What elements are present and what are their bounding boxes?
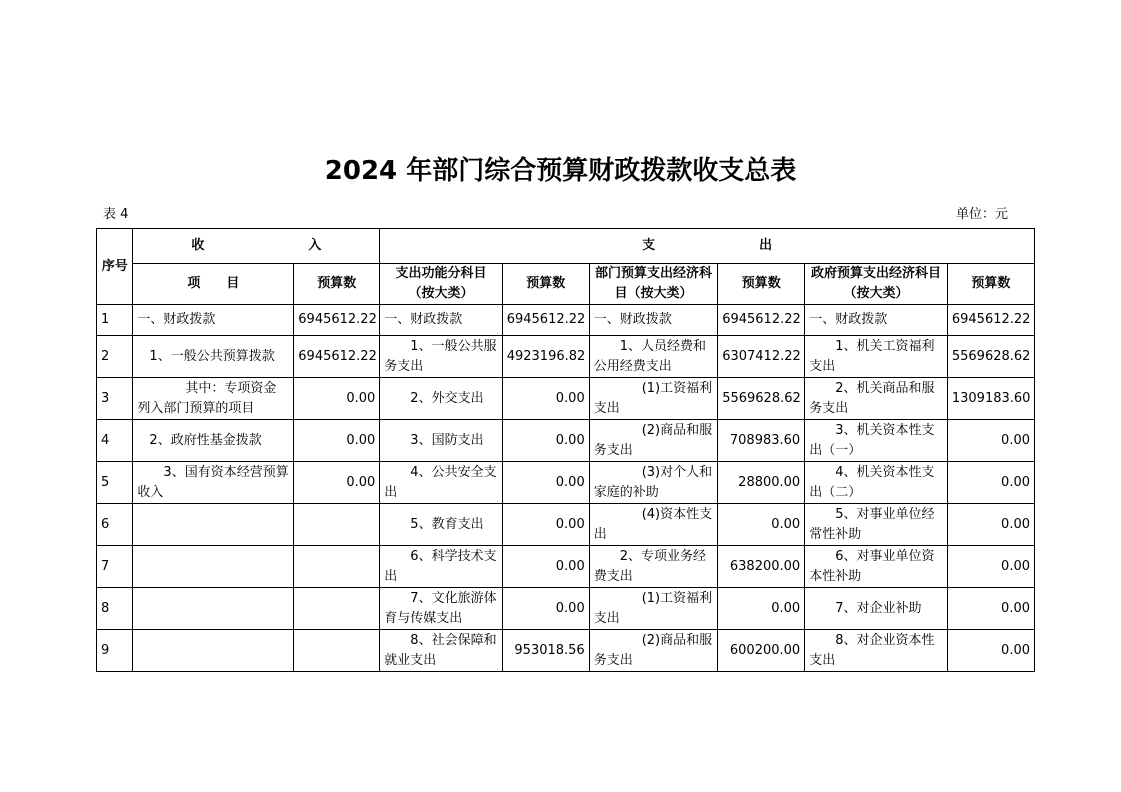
income-item — [133, 630, 294, 672]
func-amount: 953018.56 — [502, 630, 589, 672]
dept-item: 一、财政拨款 — [589, 305, 717, 336]
func-amount: 0.00 — [502, 420, 589, 462]
row-seq: 4 — [97, 420, 133, 462]
unit-label: 单位：元 — [956, 207, 1009, 222]
gov-amount: 0.00 — [947, 546, 1034, 588]
income-amount: 6945612.22 — [294, 336, 380, 378]
row-seq: 3 — [97, 378, 133, 420]
func-amount: 0.00 — [502, 588, 589, 630]
func-item: 6、科学技术支出 — [380, 546, 502, 588]
gov-amount: 6945612.22 — [947, 305, 1034, 336]
row-seq: 8 — [97, 588, 133, 630]
income-amount — [294, 630, 380, 672]
dept-amount: 6945612.22 — [718, 305, 805, 336]
gov-item: 7、对企业补助 — [805, 588, 948, 630]
func-class-header: 支出功能分科目（按大类） — [380, 264, 502, 305]
dept-amount: 5569628.62 — [718, 378, 805, 420]
income-amount: 6945612.22 — [294, 305, 380, 336]
gov-item: 4、机关资本性支出（二） — [805, 462, 948, 504]
income-amount: 0.00 — [294, 420, 380, 462]
income-item: 2、政府性基金拨款 — [133, 420, 294, 462]
dept-item: (1)工资福利支出 — [589, 378, 717, 420]
table-row — [97, 336, 1035, 378]
dept-item: 1、人员经费和公用经费支出 — [589, 336, 717, 378]
dept-amount: 6307412.22 — [718, 336, 805, 378]
gov-item: 1、机关工资福利支出 — [805, 336, 948, 378]
dept-amount: 0.00 — [718, 588, 805, 630]
income-budget-header: 预算数 — [294, 264, 380, 305]
dept-amount: 600200.00 — [718, 630, 805, 672]
table-row — [97, 630, 1035, 672]
gov-amount: 0.00 — [947, 630, 1034, 672]
row-seq: 5 — [97, 462, 133, 504]
func-item: 4、公共安全支出 — [380, 462, 502, 504]
table-row — [97, 588, 1035, 630]
header-row-sub — [97, 264, 1035, 305]
income-item: 1、一般公共预算拨款 — [133, 336, 294, 378]
func-amount: 4923196.82 — [502, 336, 589, 378]
table-row — [97, 546, 1035, 588]
gov-item: 一、财政拨款 — [805, 305, 948, 336]
gov-item: 6、对事业单位资本性补助 — [805, 546, 948, 588]
func-item: 8、社会保障和就业支出 — [380, 630, 502, 672]
gov-amount: 5569628.62 — [947, 336, 1034, 378]
dept-item: (2)商品和服务支出 — [589, 420, 717, 462]
func-item: 1、一般公共服务支出 — [380, 336, 502, 378]
gov-amount: 1309183.60 — [947, 378, 1034, 420]
func-item: 3、国防支出 — [380, 420, 502, 462]
income-item-header: 项 目 — [133, 264, 294, 305]
budget-table — [96, 228, 1035, 672]
income-amount — [294, 546, 380, 588]
gov-econ-header: 政府预算支出经济科目（按大类） — [805, 264, 948, 305]
income-item: 3、国有资本经营预算收入 — [133, 462, 294, 504]
row-seq: 6 — [97, 504, 133, 546]
func-budget-header: 预算数 — [502, 264, 589, 305]
expense-header: 支 出 — [380, 229, 1035, 264]
func-amount: 0.00 — [502, 462, 589, 504]
func-item: 5、教育支出 — [380, 504, 502, 546]
row-seq: 2 — [97, 336, 133, 378]
income-amount — [294, 588, 380, 630]
dept-econ-header: 部门预算支出经济科目（按大类） — [589, 264, 717, 305]
dept-amount: 638200.00 — [718, 546, 805, 588]
dept-item: 2、专项业务经费支出 — [589, 546, 717, 588]
income-item — [133, 588, 294, 630]
gov-item: 3、机关资本性支出（一） — [805, 420, 948, 462]
gov-item: 2、机关商品和服务支出 — [805, 378, 948, 420]
income-item — [133, 546, 294, 588]
income-amount — [294, 504, 380, 546]
func-amount: 0.00 — [502, 504, 589, 546]
func-amount: 6945612.22 — [502, 305, 589, 336]
func-amount: 0.00 — [502, 546, 589, 588]
gov-budget-header: 预算数 — [947, 264, 1034, 305]
header-row-top — [97, 229, 1035, 264]
gov-amount: 0.00 — [947, 462, 1034, 504]
func-amount: 0.00 — [502, 378, 589, 420]
gov-amount: 0.00 — [947, 420, 1034, 462]
dept-item: (1)工资福利支出 — [589, 588, 717, 630]
gov-amount: 0.00 — [947, 588, 1034, 630]
row-seq: 9 — [97, 630, 133, 672]
row-seq: 1 — [97, 305, 133, 336]
income-amount: 0.00 — [294, 462, 380, 504]
table-row — [97, 420, 1035, 462]
dept-budget-header: 预算数 — [718, 264, 805, 305]
gov-item: 5、对事业单位经常性补助 — [805, 504, 948, 546]
table-row — [97, 462, 1035, 504]
income-amount: 0.00 — [294, 378, 380, 420]
dept-item: (2)商品和服务支出 — [589, 630, 717, 672]
dept-amount: 0.00 — [718, 504, 805, 546]
income-header: 收 入 — [133, 229, 380, 264]
dept-amount: 28800.00 — [718, 462, 805, 504]
table-row — [97, 378, 1035, 420]
table-row — [97, 305, 1035, 336]
row-seq: 7 — [97, 546, 133, 588]
income-item: 其中：专项资金列入部门预算的项目 — [133, 378, 294, 420]
func-item: 一、财政拨款 — [380, 305, 502, 336]
gov-item: 8、对企业资本性支出 — [805, 630, 948, 672]
table-number: 表 4 — [103, 207, 129, 222]
func-item: 7、文化旅游体育与传媒支出 — [380, 588, 502, 630]
dept-amount: 708983.60 — [718, 420, 805, 462]
income-item — [133, 504, 294, 546]
dept-item: (4)资本性支出 — [589, 504, 717, 546]
gov-amount: 0.00 — [947, 504, 1034, 546]
seq-header: 序号 — [97, 229, 133, 305]
func-item: 2、外交支出 — [380, 378, 502, 420]
page-title: 2024 年部门综合预算财政拨款收支总表 — [324, 156, 797, 186]
dept-item: (3)对个人和家庭的补助 — [589, 462, 717, 504]
income-item: 一、财政拨款 — [133, 305, 294, 336]
table-row — [97, 504, 1035, 546]
